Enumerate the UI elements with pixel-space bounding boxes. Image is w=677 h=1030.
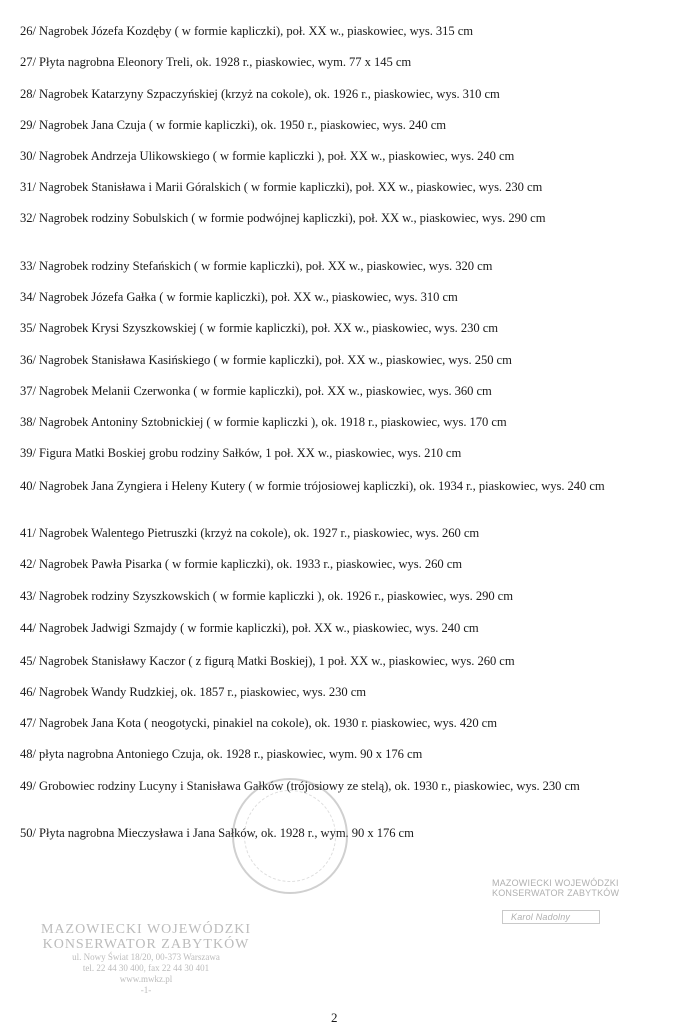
stamp-right-line2: KONSERWATOR ZABYTKÓW xyxy=(492,888,620,898)
list-item: 49/ Grobowiec rodziny Lucyny i Stanisława Gałków (trójosiowy ze stelą), ok. 1930 r., piaskowiec, wys. 230 cm xyxy=(20,779,580,793)
stamp-left-line6: -1- xyxy=(140,985,152,995)
list-item: 33/ Nagrobek rodziny Stefańskich ( w formie kapliczki), poł. XX w., piaskowiec, wys. 320 cm xyxy=(20,259,493,273)
list-item: 37/ Nagrobek Melanii Czerwonka ( w formie kapliczki), poł. XX w., piaskowiec, wys. 360 cm xyxy=(20,384,492,398)
stamp-right-line1: MAZOWIECKI WOJEWÓDZKI xyxy=(492,878,619,888)
list-item: 39/ Figura Matki Boskiej grobu rodziny Sałków, 1 poł. XX w., piaskowiec, wys. 210 cm xyxy=(20,446,462,460)
stamp-left-line1: MAZOWIECKI WOJEWÓDZKI xyxy=(40,922,252,937)
list-item: 36/ Nagrobek Stanisława Kasińskiego ( w formie kapliczki), poł. XX w., piaskowiec, wys. 250 cm xyxy=(20,353,512,367)
list-item: 41/ Nagrobek Walentego Pietruszki (krzyż na cokole), ok. 1927 r., piaskowiec, wys. 260 cm xyxy=(20,526,480,540)
stamp-left-line2: KONSERWATOR ZABYTKÓW xyxy=(42,937,250,952)
list-item: 40/ Nagrobek Jana Zyngiera i Heleny Kutery ( w formie trójosiowej kapliczki), ok. 1934 r., piaskowiec, wys. 240 cm xyxy=(20,479,605,493)
list-item: 44/ Nagrobek Jadwigi Szmajdy ( w formie kapliczki), poł. XX w., piaskowiec, wys. 240 cm xyxy=(20,621,479,635)
list-item: 42/ Nagrobek Pawła Pisarka ( w formie kapliczki), ok. 1933 r., piaskowiec, wys. 260 cm xyxy=(20,557,462,571)
stamp-right-signature: Karol Nadolny xyxy=(502,910,600,924)
list-item: 46/ Nagrobek Wandy Rudzkiej, ok. 1857 r., piaskowiec, wys. 230 cm xyxy=(20,685,366,699)
round-seal xyxy=(232,778,348,894)
list-item: 32/ Nagrobek rodziny Sobulskich ( w formie podwójnej kapliczki), poł. XX w., piaskowiec, wys. 290 cm xyxy=(20,211,546,225)
list-item: 30/ Nagrobek Andrzeja Ulikowskiego ( w formie kapliczki ), poł. XX w., piaskowiec, wys. 240 cm xyxy=(20,149,515,163)
list-item: 34/ Nagrobek Józefa Gałka ( w formie kapliczki), poł. XX w., piaskowiec, wys. 310 cm xyxy=(20,290,458,304)
list-item: 50/ Płyta nagrobna Mieczysława i Jana Sałków, ok. 1928 r., wym. 90 x 176 cm xyxy=(20,826,414,840)
stamp-left-line3: ul. Nowy Świat 18/20, 00-373 Warszawa xyxy=(72,952,220,962)
list-item: 31/ Nagrobek Stanisława i Marii Góralskich ( w formie kapliczki), poł. XX w., piaskowiec, wys. 230 cm xyxy=(20,180,543,194)
list-item: 48/ płyta nagrobna Antoniego Czuja, ok. 1928 r., piaskowiec, wym. 90 x 176 cm xyxy=(20,747,423,761)
conservator-signature-stamp xyxy=(492,878,672,924)
stamp-left-line5: www.mwkz.pl xyxy=(119,974,173,984)
list-item: 26/ Nagrobek Józefa Kozdęby ( w formie kapliczki), poł. XX w., piaskowiec, wys. 315 cm xyxy=(20,24,474,38)
list-item: 45/ Nagrobek Stanisławy Kaczor ( z figurą Matki Boskiej), 1 poł. XX w., piaskowiec, wys. 260 cm xyxy=(20,654,515,668)
stamp-left-line4: tel. 22 44 30 400, fax 22 44 30 401 xyxy=(82,963,210,973)
list-item: 29/ Nagrobek Jana Czuja ( w formie kapliczki), ok. 1950 r., piaskowiec, wys. 240 cm xyxy=(20,118,447,132)
page-number: 2 xyxy=(331,1010,338,1025)
list-item: 38/ Nagrobek Antoniny Sztobnickiej ( w formie kapliczki ), ok. 1918 r., piaskowiec, wys. 170 cm xyxy=(20,415,507,429)
list-item: 35/ Nagrobek Krysi Szyszkowskiej ( w formie kapliczki), poł. XX w., piaskowiec, wys. 230 cm xyxy=(20,321,498,335)
list-item: 27/ Płyta nagrobna Eleonory Treli, ok. 1928 r., piaskowiec, wym. 77 x 145 cm xyxy=(20,55,412,69)
list-item: 47/ Nagrobek Jana Kota ( neogotycki, pinakiel na cokole), ok. 1930 r. piaskowiec, wys. 420 cm xyxy=(20,716,497,730)
office-address-stamp xyxy=(26,922,266,996)
list-item: 43/ Nagrobek rodziny Szyszkowskich ( w formie kapliczki ), ok. 1926 r., piaskowiec, wys. 290 cm xyxy=(20,589,513,603)
list-item: 28/ Nagrobek Katarzyny Szpaczyńskiej (krzyż na cokole), ok. 1926 r., piaskowiec, wys. 310 cm xyxy=(20,87,500,101)
